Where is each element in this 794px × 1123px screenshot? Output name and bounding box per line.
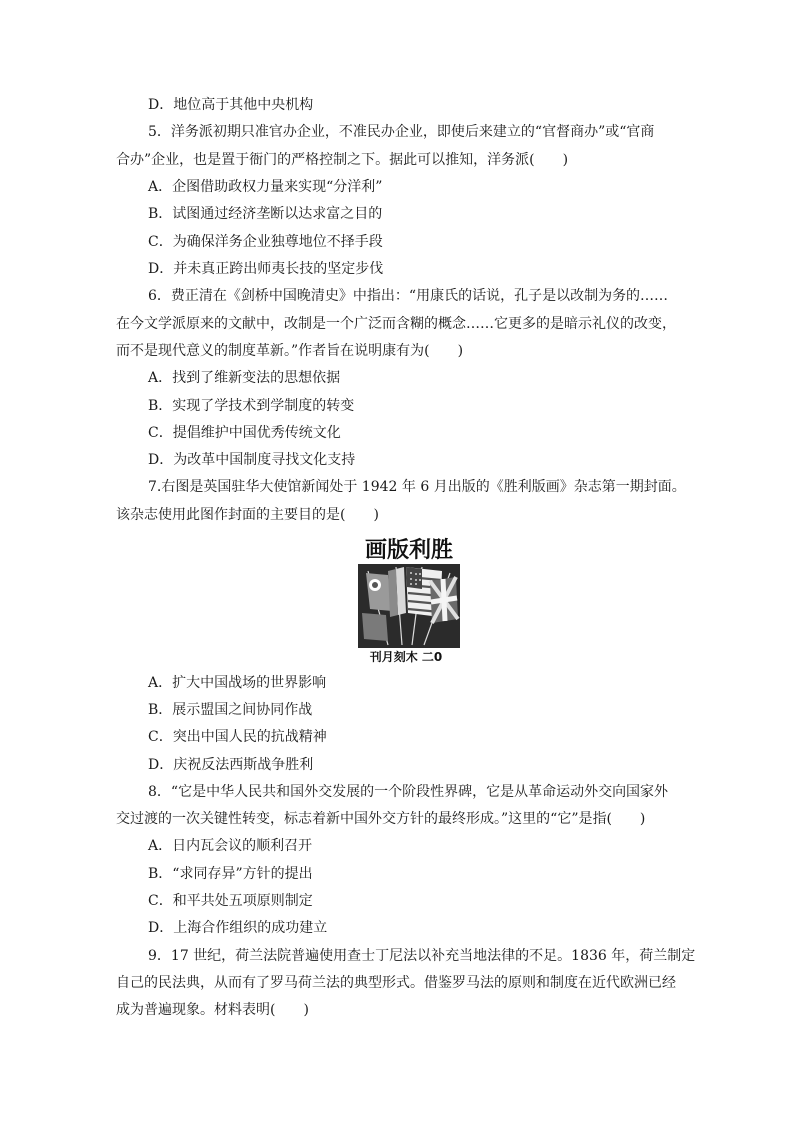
q5-option-c: C．为确保洋务企业独尊地位不择手段 (148, 234, 383, 250)
q9-stem-line-3: 成为普遍现象。材料表明( ) (116, 1002, 309, 1018)
magazine-cover-image (358, 533, 460, 663)
q7-stem-line-1: 7.右图是英国驻华大使馆新闻处于 1942 年 6 月出版的《胜利版画》杂志第一期封面。 (148, 479, 686, 495)
q7-option-b: B．展示盟国之间协同作战 (148, 702, 313, 718)
q5-option-b: B．试图通过经济垄断以达求富之目的 (148, 206, 383, 222)
q9-stem-line-1: 9．17 世纪，荷兰法院普遍使用查士丁尼法以补充当地法律的不足。1836 年，荷兰制定 (148, 948, 696, 964)
q6-stem-line-2: 在今文学派原来的文献中，改制是一个广泛而含糊的概念……它更多的是暗示礼仪的改变， (116, 316, 676, 332)
q8-option-c: C．和平共处五项原则制定 (148, 893, 313, 909)
uk-flag (430, 577, 458, 623)
q6-option-b: B．实现了学技术到学制度的转变 (148, 398, 355, 414)
magazine-cover-svg (358, 533, 460, 663)
q7-option-a: A．扩大中国战场的世界影响 (148, 675, 327, 691)
q6-option-c: C．提倡维护中国优秀传统文化 (148, 425, 341, 441)
q5-option-a: A．企图借助政权力量来实现“分洋利” (148, 179, 383, 195)
q6-option-d: D．为改革中国制度寻找文化支持 (148, 452, 356, 468)
cover-bottom-text: 刊月刻木 二0 (369, 650, 443, 663)
soviet-flag (362, 613, 388, 641)
q8-option-d: D．上海合作组织的成功建立 (148, 920, 328, 936)
q6-option-a: A．找到了维新变法的思想依据 (148, 370, 341, 386)
q9-stem-line-2: 自己的民法典，从而有了罗马荷兰法的典型形式。借鉴罗马法的原则和制度在近代欧洲已经 (116, 975, 676, 991)
q7-option-d: D．庆祝反法西斯战争胜利 (148, 757, 314, 773)
q8-option-b: B．“求同存异”方针的提出 (148, 866, 313, 882)
prev-option-d: D．地位高于其他中央机构 (148, 97, 314, 113)
q7-stem-line-2: 该杂志使用此图作封面的主要目的是( ) (116, 507, 379, 523)
france-flag (388, 567, 406, 617)
china-flag (366, 573, 392, 611)
q8-stem-line-1: 8．“它是中华人民共和国外交发展的一个阶段性界碑，它是从革命运动外交向国家外 (148, 784, 669, 800)
q8-stem-line-2: 交过渡的一次关键性转变，标志着新中国外交方针的最终形成。”这里的“它”是指( ) (116, 811, 646, 827)
q6-stem-line-3: 而不是现代意义的制度革新。”作者旨在说明康有为( ) (116, 343, 464, 359)
q5-option-d: D．并未真正跨出师夷长技的坚定步伐 (148, 261, 384, 277)
q5-stem-line-2: 合办”企业，也是置于衙门的严格控制之下。据此可以推知，洋务派( ) (116, 152, 569, 168)
q5-stem-line-1: 5．洋务派初期只准官办企业，不准民办企业，即使后来建立的“官督商办”或“官商 (148, 124, 655, 140)
cover-title-text: 画版利胜 (364, 538, 454, 563)
q6-stem-line-1: 6．费正清在《剑桥中国晚清史》中指出：“用康氏的话说，孔子是以改制为务的…… (148, 288, 669, 304)
q8-option-a: A．日内瓦会议的顺利召开 (148, 838, 313, 854)
q7-option-c: C．突出中国人民的抗战精神 (148, 729, 327, 745)
